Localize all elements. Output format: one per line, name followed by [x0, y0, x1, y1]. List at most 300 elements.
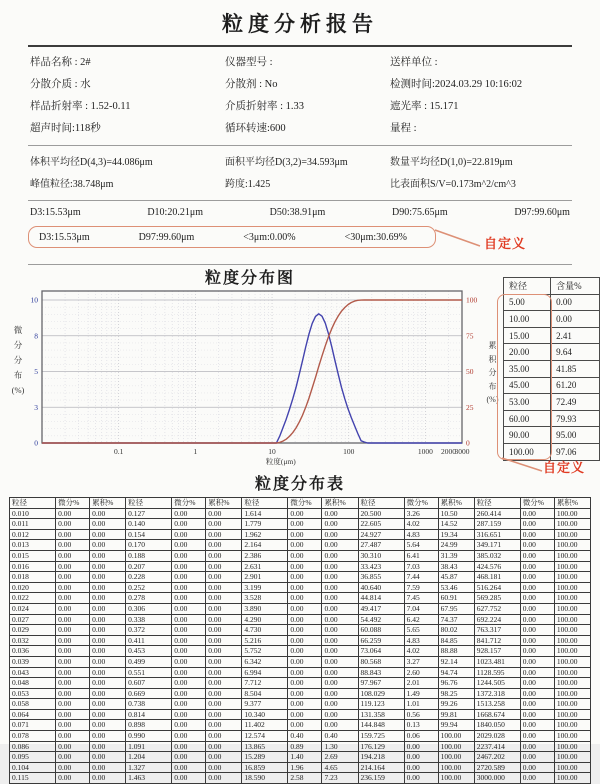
diff-cell: 0.00	[172, 699, 206, 710]
diff-cell: 0.00	[172, 731, 206, 742]
cum-cell: 0.00	[322, 635, 358, 646]
size-cell: 0.252	[126, 582, 172, 593]
size-cell: 0.020	[10, 582, 56, 593]
avg-field: 体积平均径D(4,3)=44.086μm	[30, 157, 153, 168]
diff-cell: 0.00	[56, 752, 90, 763]
size-cell: 763.317	[474, 625, 520, 636]
size-cell: 0.140	[126, 519, 172, 530]
cum-cell: 0.00	[90, 561, 126, 572]
header-cell: 微分%	[520, 498, 554, 509]
diff-cell: 0.00	[56, 646, 90, 657]
size-cell: 424.576	[474, 561, 520, 572]
svg-text:0: 0	[34, 438, 38, 448]
diff-cell: 0.00	[404, 741, 438, 752]
main-table-row	[10, 667, 591, 678]
cum-cell: 100.00	[554, 752, 590, 763]
size-cell: 3.528	[242, 593, 288, 604]
cell: 9.64	[551, 344, 600, 361]
diff-cell: 0.00	[172, 646, 206, 657]
size-cell: 176.129	[358, 741, 404, 752]
cum-cell: 100.00	[554, 773, 590, 784]
svg-text:(%): (%)	[11, 385, 25, 395]
diff-cell: 0.00	[520, 572, 554, 583]
cum-cell: 0.00	[90, 678, 126, 689]
size-cell: 1513.258	[474, 699, 520, 710]
size-cell: 3.890	[242, 603, 288, 614]
size-cell: 1372.318	[474, 688, 520, 699]
axis-label-char: (%)	[486, 395, 499, 404]
size-cell: 12.574	[242, 731, 288, 742]
main-table-row	[10, 688, 591, 699]
diff-cell: 0.00	[288, 699, 322, 710]
main-table-row	[10, 762, 591, 773]
size-cell: 349.171	[474, 540, 520, 551]
size-cell: 0.306	[126, 603, 172, 614]
header-cell: 含量%	[551, 278, 600, 295]
cum-cell: 0.00	[206, 646, 242, 657]
diff-cell: 0.00	[520, 656, 554, 667]
size-cell: 1.091	[126, 741, 172, 752]
size-cell: 0.039	[10, 656, 56, 667]
size-cell: 36.855	[358, 572, 404, 583]
cell: 72.49	[551, 394, 600, 411]
side-table-row	[504, 427, 600, 444]
cum-cell: 0.00	[90, 593, 126, 604]
diff-cell: 0.00	[172, 561, 206, 572]
cum-cell: 100.00	[554, 656, 590, 667]
main-table-row	[10, 519, 591, 530]
main-table-row	[10, 699, 591, 710]
diff-cell: 0.00	[56, 603, 90, 614]
size-cell: 0.032	[10, 635, 56, 646]
main-table-row	[10, 603, 591, 614]
size-cell: 1840.050	[474, 720, 520, 731]
size-cell: 7.712	[242, 678, 288, 689]
svg-text:粒度(μm): 粒度(μm)	[265, 457, 296, 466]
cum-cell: 0.00	[206, 773, 242, 784]
size-cell: 2.386	[242, 550, 288, 561]
size-cell: 316.651	[474, 529, 520, 540]
size-cell: 0.814	[126, 709, 172, 720]
diff-cell: 0.00	[172, 593, 206, 604]
diff-cell: 0.00	[288, 572, 322, 583]
svg-text:3: 3	[34, 402, 38, 412]
size-cell: 119.123	[358, 699, 404, 710]
svg-text:100: 100	[466, 295, 478, 305]
diff-cell: 0.00	[172, 603, 206, 614]
size-cell: 15.289	[242, 752, 288, 763]
cell: 41.85	[551, 360, 600, 377]
custom-d-values-section	[0, 223, 600, 257]
size-cell: 0.078	[10, 731, 56, 742]
cell: 90.00	[504, 427, 551, 444]
size-cell: 11.402	[242, 720, 288, 731]
diff-cell: 0.00	[56, 550, 90, 561]
cum-cell: 100.00	[554, 762, 590, 773]
size-cell: 2.901	[242, 572, 288, 583]
main-table-row	[10, 625, 591, 636]
header-cell: 累积%	[206, 498, 242, 509]
size-cell: 0.188	[126, 550, 172, 561]
size-cell: 0.411	[126, 635, 172, 646]
size-cell: 0.016	[10, 561, 56, 572]
info-field: 仪器型号 :	[225, 57, 273, 68]
size-cell: 80.568	[358, 656, 404, 667]
cum-cell: 100.00	[554, 646, 590, 657]
size-cell: 3000.000	[474, 773, 520, 784]
size-cell: 0.104	[10, 762, 56, 773]
cum-cell: 0.40	[322, 731, 358, 742]
size-cell: 928.157	[474, 646, 520, 657]
svg-text:分: 分	[13, 355, 23, 365]
diff-cell: 0.00	[56, 582, 90, 593]
size-cell: 60.088	[358, 625, 404, 636]
diff-cell: 0.00	[520, 667, 554, 678]
side-table-row	[504, 394, 600, 411]
main-table-row	[10, 529, 591, 540]
size-cell: 1128.595	[474, 667, 520, 678]
size-cell: 49.417	[358, 603, 404, 614]
cell: 10.00	[504, 311, 551, 328]
size-cell: 0.207	[126, 561, 172, 572]
diff-cell: 0.00	[172, 614, 206, 625]
cum-cell: 0.00	[206, 508, 242, 519]
cum-cell: 0.00	[206, 731, 242, 742]
size-cell: 8.504	[242, 688, 288, 699]
main-table-row	[10, 709, 591, 720]
side-table-row	[504, 311, 600, 328]
cell: 60.00	[504, 410, 551, 427]
diff-cell: 7.03	[404, 561, 438, 572]
cum-cell: 0.00	[90, 625, 126, 636]
size-cell: 2467.202	[474, 752, 520, 763]
diff-cell: 4.02	[404, 519, 438, 530]
diff-cell: 0.00	[520, 773, 554, 784]
diff-cell: 0.00	[56, 709, 90, 720]
diff-cell: 0.00	[172, 720, 206, 731]
cum-cell: 0.00	[322, 667, 358, 678]
diff-cell: 0.06	[404, 731, 438, 742]
size-cell: 108.029	[358, 688, 404, 699]
cum-cell: 0.00	[322, 603, 358, 614]
cum-cell: 0.00	[206, 688, 242, 699]
size-cell: 0.115	[10, 773, 56, 784]
cum-cell: 0.00	[206, 519, 242, 530]
size-cell: 1.204	[126, 752, 172, 763]
cum-cell: 0.00	[206, 614, 242, 625]
cum-cell: 0.00	[322, 593, 358, 604]
diff-cell: 0.00	[172, 529, 206, 540]
diff-cell: 0.00	[520, 646, 554, 657]
diff-cell: 0.00	[288, 519, 322, 530]
diff-cell: 0.00	[288, 561, 322, 572]
cell: 61.20	[551, 377, 600, 394]
cum-cell: 0.00	[90, 614, 126, 625]
cum-cell: 100.00	[554, 614, 590, 625]
info-field: 样品折射率 : 1.52-0.11	[30, 101, 131, 112]
cum-cell: 67.95	[438, 603, 474, 614]
diff-cell: 0.00	[520, 625, 554, 636]
size-cell: 0.029	[10, 625, 56, 636]
diff-cell: 0.00	[520, 762, 554, 773]
size-cell: 0.278	[126, 593, 172, 604]
main-table-row	[10, 646, 591, 657]
cell: 0.00	[551, 311, 600, 328]
custom-content-table	[503, 277, 600, 461]
size-cell: 385.032	[474, 550, 520, 561]
size-cell: 97.967	[358, 678, 404, 689]
size-cell: 0.154	[126, 529, 172, 540]
cum-cell: 0.00	[90, 688, 126, 699]
cum-cell: 0.00	[322, 709, 358, 720]
size-cell: 2.631	[242, 561, 288, 572]
diff-cell: 1.40	[288, 752, 322, 763]
size-cell: 0.013	[10, 540, 56, 551]
side-table-row	[504, 410, 600, 427]
size-cell: 0.043	[10, 667, 56, 678]
cum-cell: 0.00	[322, 572, 358, 583]
size-cell: 0.012	[10, 529, 56, 540]
cum-cell: 100.00	[554, 699, 590, 710]
size-cell: 0.372	[126, 625, 172, 636]
diff-cell: 4.02	[404, 646, 438, 657]
diff-cell: 0.00	[520, 678, 554, 689]
cum-cell: 0.00	[90, 529, 126, 540]
custom-value: D3:15.53μm	[39, 231, 90, 243]
size-cell: 516.264	[474, 582, 520, 593]
cum-cell: 0.00	[206, 656, 242, 667]
size-cell: 27.487	[358, 540, 404, 551]
diff-cell: 0.00	[56, 678, 90, 689]
diff-cell: 0.00	[520, 508, 554, 519]
cum-cell: 0.00	[322, 540, 358, 551]
cum-cell: 0.00	[90, 508, 126, 519]
diff-cell: 0.00	[288, 709, 322, 720]
svg-text:0: 0	[466, 438, 470, 448]
diff-cell: 0.00	[172, 582, 206, 593]
diff-cell: 0.13	[404, 720, 438, 731]
diff-cell: 0.00	[520, 614, 554, 625]
size-cell: 841.712	[474, 635, 520, 646]
cum-cell: 0.00	[206, 699, 242, 710]
cum-cell: 100.00	[554, 741, 590, 752]
diff-cell: 0.00	[56, 667, 90, 678]
svg-text:10: 10	[30, 295, 38, 305]
size-cell: 2237.414	[474, 741, 520, 752]
diff-cell: 0.00	[56, 529, 90, 540]
info-field: 样品名称 : 2#	[30, 57, 91, 68]
avg-field: 数量平均径D(1,0)=22.819μm	[390, 157, 513, 168]
diff-cell: 0.00	[520, 731, 554, 742]
figure-title: 粒度分布图	[204, 270, 295, 287]
size-cell: 159.725	[358, 731, 404, 742]
main-table-row	[10, 741, 591, 752]
size-cell: 214.164	[358, 762, 404, 773]
cum-cell: 100.00	[438, 731, 474, 742]
diff-cell: 0.00	[288, 625, 322, 636]
cum-cell: 10.50	[438, 508, 474, 519]
diff-cell: 5.65	[404, 625, 438, 636]
diff-cell: 7.04	[404, 603, 438, 614]
cum-cell: 0.00	[90, 540, 126, 551]
diff-cell: 0.00	[520, 699, 554, 710]
diff-cell: 0.00	[520, 550, 554, 561]
diff-cell: 0.00	[520, 741, 554, 752]
size-cell: 1.463	[126, 773, 172, 784]
size-cell: 0.053	[10, 688, 56, 699]
cum-cell: 14.52	[438, 519, 474, 530]
diff-cell: 0.00	[56, 508, 90, 519]
diff-cell: 0.00	[172, 572, 206, 583]
diff-cell: 4.83	[404, 529, 438, 540]
info-field: 分散介质 : 水	[30, 79, 91, 90]
size-cell: 1.962	[242, 529, 288, 540]
diff-cell: 0.00	[172, 762, 206, 773]
header-cell: 累积%	[554, 498, 590, 509]
custom-value: D97:99.60μm	[138, 231, 195, 243]
diff-cell: 0.00	[520, 709, 554, 720]
diff-cell: 0.00	[520, 635, 554, 646]
size-cell: 0.071	[10, 720, 56, 731]
diff-cell: 0.00	[56, 593, 90, 604]
size-cell: 0.170	[126, 540, 172, 551]
d-value: D90:75.65μm	[391, 207, 448, 218]
diff-cell: 0.00	[520, 688, 554, 699]
diff-cell: 0.00	[288, 646, 322, 657]
annotation-callout-line	[432, 227, 484, 249]
header-cell: 粒径	[10, 498, 56, 509]
svg-text:2000: 2000	[440, 447, 456, 456]
size-cell: 0.669	[126, 688, 172, 699]
diff-cell: 0.00	[288, 688, 322, 699]
size-cell: 2.164	[242, 540, 288, 551]
cum-cell: 0.00	[206, 540, 242, 551]
main-table-row	[10, 593, 591, 604]
side-table-row	[504, 377, 600, 394]
diff-cell: 0.00	[172, 540, 206, 551]
header-cell: 累积%	[322, 498, 358, 509]
diff-cell: 0.00	[172, 678, 206, 689]
size-cell: 18.590	[242, 773, 288, 784]
cum-cell: 84.85	[438, 635, 474, 646]
side-table-row	[504, 344, 600, 361]
diff-cell: 0.00	[404, 752, 438, 763]
diff-cell: 0.00	[288, 582, 322, 593]
custom-value: <30μm:30.69%	[344, 231, 407, 243]
d-value: D10:20.21μm	[147, 207, 203, 218]
size-cell: 0.095	[10, 752, 56, 763]
header-cell: 粒径	[242, 498, 288, 509]
particle-size-distribution-chart	[6, 285, 478, 471]
size-cell: 569.285	[474, 593, 520, 604]
size-cell: 2029.028	[474, 731, 520, 742]
cell: 5.00	[504, 294, 551, 311]
svg-text:分: 分	[13, 340, 23, 350]
size-cell: 1.779	[242, 519, 288, 530]
cum-cell: 19.34	[438, 529, 474, 540]
main-table-row	[10, 561, 591, 572]
size-cell: 73.064	[358, 646, 404, 657]
cum-cell: 0.00	[206, 762, 242, 773]
cum-cell: 0.00	[206, 678, 242, 689]
cum-cell: 0.00	[322, 529, 358, 540]
diff-cell: 0.00	[288, 540, 322, 551]
cum-cell: 38.43	[438, 561, 474, 572]
cum-cell: 0.00	[206, 603, 242, 614]
cell: 95.00	[551, 427, 600, 444]
cum-cell: 100.00	[554, 688, 590, 699]
size-cell: 0.086	[10, 741, 56, 752]
cum-cell: 0.00	[206, 529, 242, 540]
avg-field: 比表面积S/V=0.173m^2/cm^3	[390, 179, 516, 190]
diff-cell: 0.56	[404, 709, 438, 720]
size-cell: 0.036	[10, 646, 56, 657]
cum-cell: 0.00	[90, 773, 126, 784]
diff-cell: 0.00	[172, 519, 206, 530]
diff-cell: 0.00	[172, 667, 206, 678]
cum-cell: 0.00	[206, 635, 242, 646]
cum-cell: 24.99	[438, 540, 474, 551]
diff-cell: 0.00	[56, 572, 90, 583]
diff-cell: 0.00	[288, 593, 322, 604]
size-cell: 194.218	[358, 752, 404, 763]
svg-text:10: 10	[268, 447, 276, 456]
size-cell: 0.898	[126, 720, 172, 731]
size-cell: 0.453	[126, 646, 172, 657]
svg-text:50: 50	[466, 367, 474, 376]
diff-cell: 0.00	[172, 656, 206, 667]
svg-text:5: 5	[34, 367, 38, 376]
diff-cell: 0.00	[56, 625, 90, 636]
svg-text:3000: 3000	[454, 447, 470, 456]
info-field: 检测时间:2024.03.29 10:16:02	[390, 79, 523, 90]
cell: 97.06	[551, 443, 600, 460]
header-cell: 粒径	[474, 498, 520, 509]
info-field: 量程 :	[390, 123, 417, 134]
cum-cell: 80.02	[438, 625, 474, 636]
diff-cell: 0.00	[288, 529, 322, 540]
diff-cell: 1.96	[288, 762, 322, 773]
svg-text:75: 75	[466, 331, 474, 341]
avg-field: 面积平均径D(3,2)=34.593μm	[225, 157, 348, 168]
main-table-row	[10, 678, 591, 689]
diff-cell: 0.00	[520, 752, 554, 763]
svg-text:25: 25	[466, 402, 474, 412]
size-cell: 30.310	[358, 550, 404, 561]
diff-cell: 0.00	[172, 635, 206, 646]
cum-cell: 0.00	[322, 561, 358, 572]
size-cell: 0.228	[126, 572, 172, 583]
cum-cell: 0.00	[206, 593, 242, 604]
cum-cell: 100.00	[438, 773, 474, 784]
diff-cell: 2.01	[404, 678, 438, 689]
size-cell: 44.814	[358, 593, 404, 604]
diff-cell: 0.00	[172, 625, 206, 636]
size-cell: 144.848	[358, 720, 404, 731]
size-cell: 1668.674	[474, 709, 520, 720]
header-cell: 粒径	[126, 498, 172, 509]
cum-cell: 0.00	[322, 614, 358, 625]
diff-cell: 0.00	[172, 550, 206, 561]
size-cell: 0.607	[126, 678, 172, 689]
cum-cell: 0.00	[90, 582, 126, 593]
size-cell: 3.199	[242, 582, 288, 593]
main-table-row	[10, 635, 591, 646]
cell: 15.00	[504, 327, 551, 344]
svg-text:8: 8	[34, 331, 38, 341]
diff-cell: 0.00	[520, 603, 554, 614]
cum-cell: 100.00	[554, 635, 590, 646]
